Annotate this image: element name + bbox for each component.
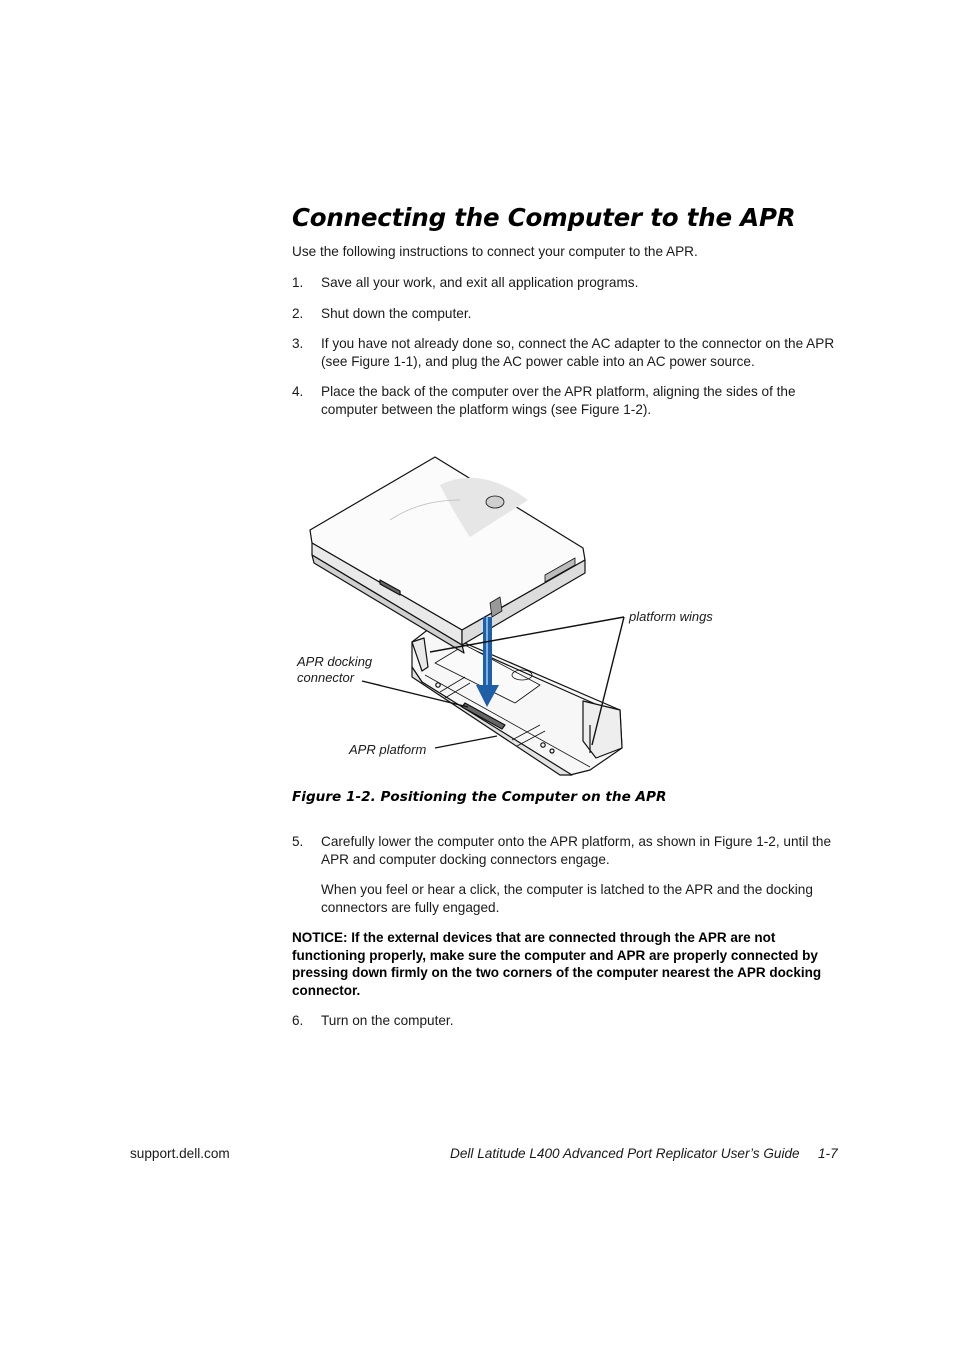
step-text: Shut down the computer. bbox=[321, 306, 472, 321]
label-platform-wings: platform wings bbox=[629, 609, 713, 624]
laptop-illustration bbox=[310, 457, 585, 653]
step-text: Turn on the computer. bbox=[321, 1013, 454, 1028]
step-number: 2. bbox=[292, 306, 304, 321]
step-note-text: When you feel or hear a click, the computer is latched to the APR and the docking connectors are fully engaged. bbox=[321, 882, 813, 915]
intro-paragraph: Use the following instructions to connect your computer to the APR. bbox=[292, 244, 698, 259]
docking-figure bbox=[290, 445, 650, 785]
step-number: 3. bbox=[292, 336, 304, 351]
footer-guide-title: Dell Latitude L400 Advanced Port Replicator User’s Guide bbox=[450, 1146, 800, 1161]
step-number: 6. bbox=[292, 1013, 304, 1028]
page-title: Connecting the Computer to the APR bbox=[292, 203, 796, 232]
footer-url: support.dell.com bbox=[130, 1146, 230, 1161]
step-text: Carefully lower the computer onto the APR platform, as shown in Figure 1-2, until the APR and computer docking connectors engage. bbox=[321, 834, 832, 867]
footer-page-number: 1-7 bbox=[818, 1146, 838, 1161]
step-text: Save all your work, and exit all application programs. bbox=[321, 275, 639, 290]
label-apr-platform: APR platform bbox=[349, 742, 427, 757]
notice-paragraph: NOTICE: If the external devices that are connected through the APR are not functioning properly, make sure the computer and APR are properly connected by pressing down firmly on the two corners of the computer nearest the APR docking connector. bbox=[292, 930, 822, 998]
step-text: Place the back of the computer over the APR platform, aligning the sides of the computer between the platform wings (see Figure 1-2). bbox=[321, 384, 796, 417]
step-number: 1. bbox=[292, 275, 304, 290]
figure-caption: Figure 1-2. Positioning the Computer on the APR bbox=[292, 789, 667, 805]
step-text: If you have not already done so, connect the AC adapter to the connector on the APR (see Figure 1-1), and plug the AC power cable into an AC power source. bbox=[321, 336, 835, 369]
label-docking-connector: APR docking connector bbox=[297, 654, 373, 685]
step-number: 5. bbox=[292, 834, 304, 849]
step-number: 4. bbox=[292, 384, 304, 399]
